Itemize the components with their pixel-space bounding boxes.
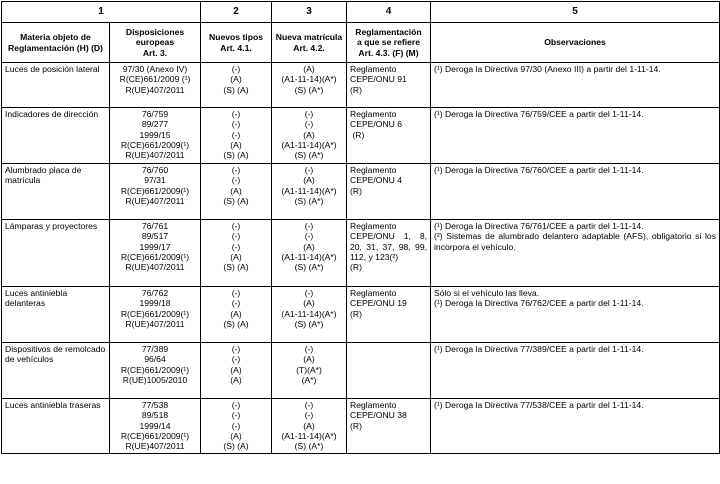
cell-nueva-matricula: [272, 63, 347, 108]
cell-line: Reglamento: [350, 400, 397, 410]
cell-note: (¹) Deroga la Directiva 97/30 (Anexo III) a partir del 1-11-14.: [434, 64, 661, 74]
header-materia: [2, 23, 110, 63]
column-number-row: [2, 2, 720, 23]
header-materia-line: Reglamentación (H) (D): [7, 42, 103, 53]
header-reglamentacion-line: a que se refiere: [356, 37, 421, 48]
cell-line: 77/389: [141, 344, 169, 354]
cell-observaciones: [431, 399, 720, 454]
cell-line: (S) (A*): [294, 195, 324, 206]
cell-line: (-): [304, 165, 314, 175]
cell-observaciones: [431, 287, 720, 343]
cell-line: (S) (A*): [294, 441, 324, 452]
cell-disposiciones: [110, 63, 201, 108]
cell-line: R(UE)407/2011: [125, 262, 185, 273]
cell-line: (-): [304, 288, 314, 298]
cell-line: (R): [350, 262, 362, 273]
cell-line: CEPE/ONU 4: [350, 175, 403, 186]
cell-line: (-): [304, 344, 314, 354]
cell-materia: Luces de posición lateral: [2, 63, 110, 108]
cell-line: R(UE)407/2011: [125, 318, 185, 329]
cell-line: (-): [231, 165, 241, 175]
cell-line: 1999/15: [139, 129, 171, 140]
cell-line: R(CE)661/2009(¹): [120, 139, 190, 150]
cell-line: Reglamento: [350, 109, 397, 119]
cell-line: (A1-11-14)(A*): [281, 185, 337, 196]
cell-line: (S) (A*): [294, 150, 324, 161]
cell-line: R(CE)661/2009 (¹): [119, 74, 191, 85]
cell-line: (A): [230, 364, 242, 375]
cell-nuevos-tipos: [201, 399, 272, 454]
cell-nuevos-tipos: [201, 164, 272, 220]
cell-line: (-): [304, 119, 314, 130]
cell-line: (A): [230, 430, 242, 441]
cell-line: R(CE)661/2009(¹): [120, 308, 190, 319]
cell-line: (S) (A): [223, 84, 249, 95]
column-number-3: 3: [272, 2, 347, 23]
header-nueva-matricula: [272, 23, 347, 63]
regulation-table: [1, 1, 720, 454]
header-reglamentacion: [347, 23, 431, 63]
cell-nuevos-tipos: [201, 220, 272, 287]
cell-nueva-matricula: [272, 287, 347, 343]
cell-note: (¹) Deroga la Directiva 76/760/CEE a partir del 1-11-14.: [434, 165, 644, 175]
cell-line: (-): [304, 221, 314, 231]
cell-line: (R): [350, 84, 362, 95]
cell-line: R(UE)407/2011: [125, 441, 185, 452]
cell-line: (S) (A*): [294, 318, 324, 329]
header-row: [2, 23, 720, 63]
cell-line: (R): [350, 420, 362, 431]
cell-line: (-): [304, 231, 314, 242]
cell-line: (-): [231, 241, 241, 252]
cell-note: (¹) Deroga la Directiva 77/389/CEE a partir del 1-11-14.: [434, 344, 644, 354]
cell-note: (²) Sistemas de alumbrado delantero adaptable (AFS), obligatorio si los incorpora el vehículo.: [434, 231, 716, 252]
cell-line: Reglamento: [350, 288, 397, 298]
cell-line: CEPE/ONU 91: [350, 74, 407, 85]
cell-line: 76/762: [141, 288, 169, 298]
header-nueva-matricula-line: Nueva matrícula: [275, 32, 343, 43]
cell-line: 76/759: [141, 109, 169, 119]
cell-nueva-matricula: [272, 343, 347, 399]
cell-line: (A): [303, 175, 315, 186]
cell-line: (S) (A): [223, 262, 249, 273]
cell-line: R(UE)407/2011: [125, 195, 185, 206]
cell-line: (S) (A): [223, 318, 249, 329]
cell-nueva-matricula: [272, 220, 347, 287]
header-nuevos-tipos-line: Art. 4.1.: [220, 42, 252, 53]
cell-line: (-): [304, 400, 314, 410]
cell-line: 76/760: [141, 165, 169, 175]
cell-disposiciones: [110, 343, 201, 399]
cell-line: (R): [350, 308, 362, 319]
cell-line: (A): [303, 129, 315, 140]
cell-line: (R): [350, 185, 362, 196]
header-observaciones-line: Observaciones: [544, 37, 606, 48]
cell-materia: Dispositivos de remolcado de vehículos: [2, 343, 110, 399]
cell-line: (A): [230, 374, 242, 385]
cell-reglamentacion: [347, 164, 431, 220]
header-disposiciones-line: Disposiciones: [125, 27, 185, 38]
cell-materia: Luces antiniebla delanteras: [2, 287, 110, 343]
cell-line: (S) (A): [223, 150, 249, 161]
cell-line: (A*): [301, 374, 317, 385]
cell-line: (A): [303, 354, 315, 365]
header-materia-line: Materia objeto de: [20, 32, 91, 43]
cell-line: (A): [230, 139, 242, 150]
cell-line: (A): [303, 64, 315, 74]
cell-line: (A): [303, 298, 315, 309]
header-disposiciones-line: Art. 3.: [142, 47, 168, 58]
cell-line: (-): [231, 221, 241, 231]
column-number-1: 1: [2, 2, 201, 23]
cell-line: (S) (A): [223, 441, 249, 452]
cell-line: (-): [231, 129, 241, 140]
cell-line: (-): [231, 119, 241, 130]
header-disposiciones-line: europeas: [135, 37, 175, 48]
cell-line: (-): [231, 298, 241, 309]
cell-line: 89/277: [141, 119, 169, 130]
cell-line: 89/518: [141, 410, 169, 421]
cell-line: R(UE)1005/2010: [122, 374, 188, 385]
cell-note: (¹) Deroga la Directiva 76/762/CEE a partir del 1-11-14.: [434, 298, 644, 309]
cell-materia: Alumbrado placa de matrícula: [2, 164, 110, 220]
cell-observaciones: [431, 164, 720, 220]
cell-line: (A1-11-14)(A*): [281, 430, 337, 441]
cell-line: (-): [231, 344, 241, 354]
cell-line: Reglamento CEPE/ONU 1, 8, 20, 31, 37, 98, 99, 112, y 123(²): [350, 221, 427, 262]
cell-nuevos-tipos: [201, 63, 272, 108]
cell-nuevos-tipos: [201, 108, 272, 164]
cell-line: (-): [231, 109, 241, 119]
header-observaciones: [431, 23, 720, 63]
cell-line: (A): [230, 74, 242, 85]
cell-line: R(UE)407/2011: [125, 150, 185, 161]
table-row: [2, 287, 720, 343]
cell-line: (-): [231, 420, 241, 431]
cell-line: 89/517: [141, 231, 169, 242]
cell-line: (-): [231, 175, 241, 186]
cell-disposiciones: [110, 108, 201, 164]
cell-line: R(CE)661/2009(¹): [120, 364, 190, 375]
cell-line: (R): [350, 129, 365, 140]
cell-nuevos-tipos: [201, 287, 272, 343]
cell-reglamentacion: [347, 108, 431, 164]
cell-line: CEPE/ONU 6: [350, 119, 403, 130]
cell-line: R(CE)661/2009(¹): [120, 251, 190, 262]
cell-note: (¹) Deroga la Directiva 76/761/CEE a partir del 1-11-14.: [434, 221, 644, 231]
cell-line: (S) (A*): [294, 262, 324, 273]
cell-reglamentacion: [347, 399, 431, 454]
cell-line: 1999/18: [139, 298, 171, 309]
cell-line: 1999/17: [139, 241, 171, 252]
cell-materia: Indicadores de dirección: [2, 108, 110, 164]
cell-observaciones: [431, 63, 720, 108]
header-nueva-matricula-line: Art. 4.2.: [293, 42, 325, 53]
cell-reglamentacion: [347, 343, 431, 399]
column-number-5: 5: [431, 2, 720, 23]
cell-line: 97/30 (Anexo IV): [122, 64, 188, 74]
cell-line: (A): [303, 241, 315, 252]
cell-line: (A1-11-14)(A*): [281, 139, 337, 150]
cell-line: (-): [231, 354, 241, 365]
cell-line: 96/64: [144, 354, 166, 365]
cell-note: (¹) Deroga la Directiva 76/759/CEE a partir del 1-11-14.: [434, 109, 644, 119]
table-row: [2, 164, 720, 220]
cell-disposiciones: [110, 220, 201, 287]
table-row: [2, 220, 720, 287]
cell-line: CEPE/ONU 38: [350, 410, 407, 421]
cell-line: (-): [231, 400, 241, 410]
cell-nueva-matricula: [272, 164, 347, 220]
cell-line: (A): [230, 251, 242, 262]
table-row: [2, 343, 720, 399]
cell-line: R(UE)407/2011: [125, 84, 185, 95]
cell-line: (-): [231, 64, 241, 74]
cell-line: CEPE/ONU 19: [350, 298, 407, 309]
cell-line: (A): [230, 185, 242, 196]
table-row: [2, 108, 720, 164]
cell-disposiciones: [110, 164, 201, 220]
cell-nueva-matricula: [272, 108, 347, 164]
cell-reglamentacion: [347, 63, 431, 108]
cell-reglamentacion: [347, 220, 431, 287]
cell-line: (S) (A*): [294, 84, 324, 95]
header-reglamentacion-line: Reglamentación: [355, 27, 422, 38]
cell-materia: Lámparas y proyectores: [2, 220, 110, 287]
cell-line: (A1-11-14)(A*): [281, 308, 337, 319]
header-nuevos-tipos-line: Nuevos tipos: [209, 32, 263, 43]
cell-disposiciones: [110, 399, 201, 454]
cell-line: (-): [304, 109, 314, 119]
cell-reglamentacion: [347, 287, 431, 343]
cell-note: Sólo si el vehículo las lleva.: [434, 288, 540, 298]
header-nuevos-tipos: [201, 23, 272, 63]
column-number-2: 2: [201, 2, 272, 23]
cell-line: Reglamento: [350, 165, 397, 175]
cell-line: 77/538: [141, 400, 169, 410]
cell-observaciones: [431, 220, 720, 287]
cell-line: (S) (A): [223, 195, 249, 206]
header-disposiciones: [110, 23, 201, 63]
cell-nueva-matricula: [272, 399, 347, 454]
cell-line: (A): [230, 308, 242, 319]
header-reglamentacion-line: Art. 4.3. (F) (M): [358, 47, 419, 58]
cell-line: (-): [231, 288, 241, 298]
cell-line: (-): [231, 410, 241, 421]
cell-nuevos-tipos: [201, 343, 272, 399]
cell-observaciones: [431, 108, 720, 164]
cell-line: R(CE)661/2009(¹): [120, 185, 190, 196]
cell-line: Reglamento: [350, 64, 397, 74]
cell-line: (T)(A*): [296, 364, 322, 375]
cell-observaciones: [431, 343, 720, 399]
cell-line: (A1-11-14)(A*): [281, 74, 337, 85]
cell-note: (¹) Deroga la Directiva 77/538/CEE a partir del 1-11-14.: [434, 400, 644, 410]
cell-line: 97/31: [144, 175, 166, 186]
cell-materia: Luces antiniebla traseras: [2, 399, 110, 454]
table-row: [2, 399, 720, 454]
cell-line: (-): [304, 410, 314, 421]
table-row: [2, 63, 720, 108]
cell-line: R(CE)661/2009(¹): [120, 430, 190, 441]
cell-line: 76/761: [141, 221, 169, 231]
cell-line: (-): [231, 231, 241, 242]
cell-line: 1999/14: [139, 420, 171, 431]
cell-line: (A): [303, 420, 315, 431]
cell-line: (A1-11-14)(A*): [281, 251, 337, 262]
column-number-4: 4: [347, 2, 431, 23]
cell-disposiciones: [110, 287, 201, 343]
